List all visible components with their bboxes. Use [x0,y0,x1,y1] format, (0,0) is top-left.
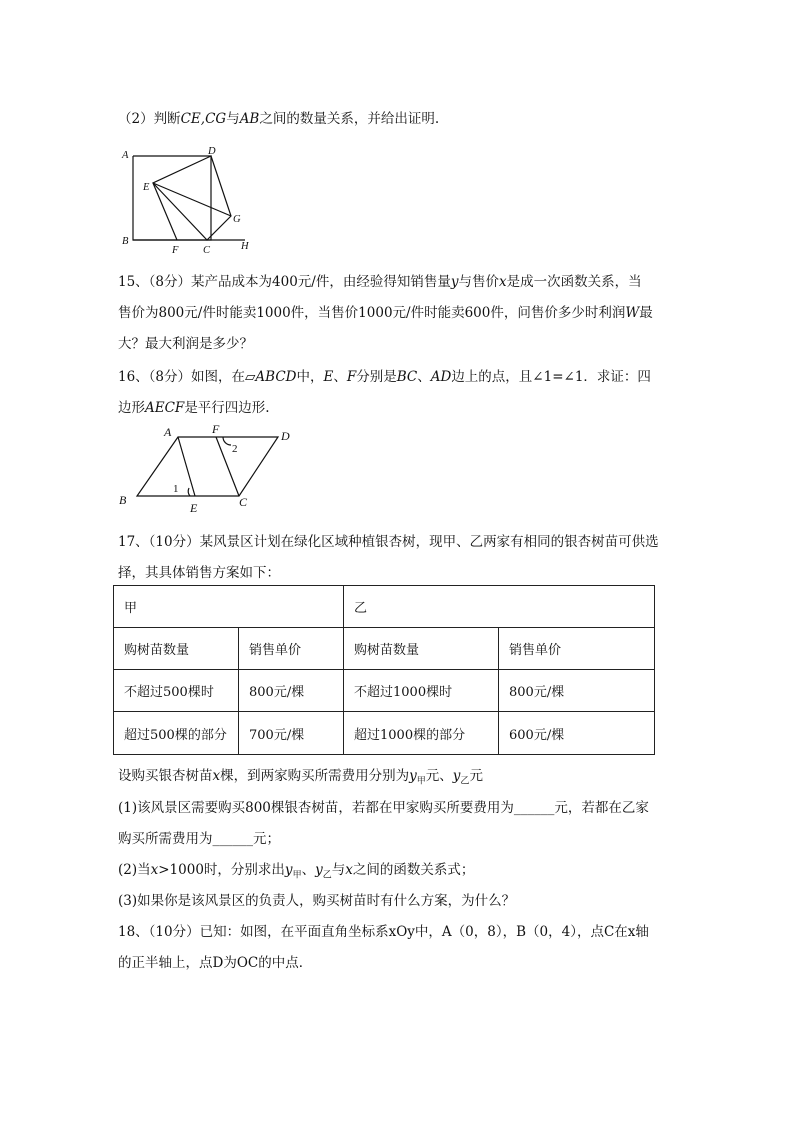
q18-line1: 18、（10分）已知：如图，在平面直角坐标系xOy中，A（0，8），B（0，4），点C在x轴 [118,924,649,940]
fig16-angle-2: 2 [232,443,238,455]
vendor-yi-header: 乙 [344,586,655,628]
table-cell: 不超过500棵时 [114,670,239,712]
fig16-label-b: B [119,493,127,507]
q17-sub3: (3)如果你是该风景区的负责人，购买树苗时有什么方案，为什么？ [118,893,516,909]
table-cell: 800元/棵 [499,670,655,712]
q14-figure [115,143,255,258]
q16-line2: 边形AECF是平行四边形. [118,400,270,416]
table-cell: 超过1000棵的部分 [344,712,499,755]
q15-line1: 15、（8分）某产品成本为400元/件，由经验得知销售量y与售价x是成一次函数关系，当 [118,274,642,290]
q17-sub1-line2: 购买所需费用为______元； [118,831,280,847]
table-cell: 购树苗数量 [114,628,239,670]
vendor-jia-header: 甲 [114,586,344,628]
fig14-label-h: H [241,241,249,252]
fig16-angle-1: 1 [173,483,179,495]
fig16-label-a: A [164,425,172,439]
table-cell: 700元/棵 [239,712,344,755]
table-cell: 购树苗数量 [344,628,499,670]
q15-line2: 售价为800元/件时能卖1000件，当售价1000元/件时能卖600件，问售价多少时利润W最 [118,305,653,321]
table-row [114,670,655,712]
q17-sub2: (2)当x>1000时，分别求出$y_甲$、$y_乙$与x之间的函数关系式； [118,862,475,881]
fig16-label-f: F [212,422,220,436]
fig14-label-a: A [122,150,129,161]
fig14-label-b: B [122,236,129,247]
q17-line1: 17、（10分）某风景区计划在绿化区域种植银杏树，现甲、乙两家有相同的银杏树苗可供选 [118,534,659,550]
table-cell: 销售单价 [239,628,344,670]
fig14-label-f: F [172,245,179,256]
fig16-label-c: C [239,495,248,509]
table-subheader-row [114,628,655,670]
q17-sub1-line1: (1)该风景区需要购买800棵银杏树苗，若都在甲家购买所要费用为______元，若都在乙家 [118,800,649,816]
pricing-table [113,585,655,755]
q17-line2: 择，其具体销售方案如下： [118,565,280,581]
table-cell: 销售单价 [499,628,655,670]
q14-part2-text: （2）判断CE,CG与AB之间的数量关系，并给出证明. [118,111,440,127]
table-cell: 800元/棵 [239,670,344,712]
table-cell: 超过500棵的部分 [114,712,239,755]
q15-line3: 大？最大利润是多少？ [118,336,253,352]
fig14-label-c: C [203,245,211,256]
table-row [114,712,655,755]
fig14-label-e: E [143,182,150,193]
table-cell: 600元/棵 [499,712,655,755]
fig14-label-g: G [233,214,241,225]
q18-line2: 的正半轴上，点D为OC的中点． [118,955,313,971]
fig14-label-d: D [208,146,216,157]
q17-setup: 设购买银杏树苗x棵，到两家购买所需费用分别为$y_甲$元、$y_乙$元 [118,768,483,787]
fig16-label-d: D [281,429,290,443]
fig16-label-e: E [190,501,198,515]
table-cell: 不超过1000棵时 [344,670,499,712]
q16-line1: 16、（8分）如图，在▱ABCD中，E、F分别是BC、AD边上的点，且∠1=∠1．求证：四 [118,369,651,385]
q16-figure [115,420,305,515]
